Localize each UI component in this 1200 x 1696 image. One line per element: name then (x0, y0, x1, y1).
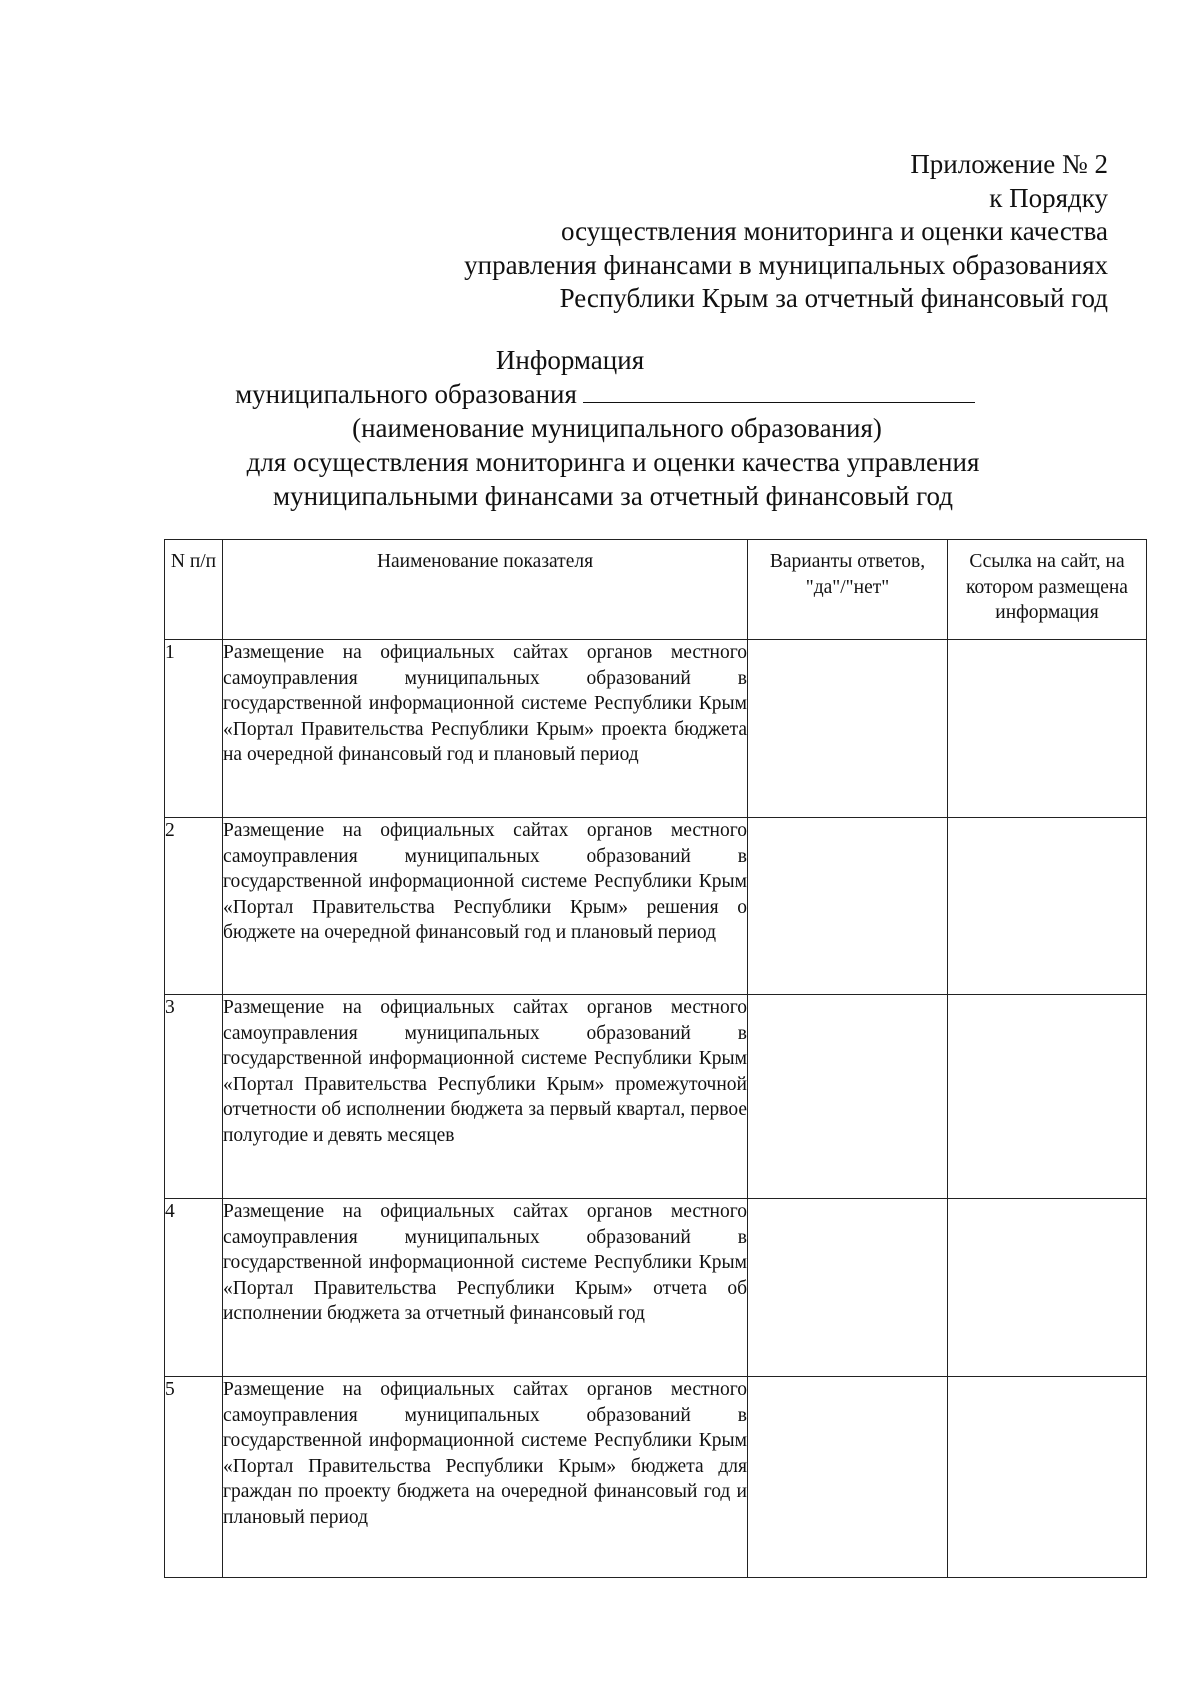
appendix-line-1: Приложение № 2 (910, 149, 1108, 179)
answer-cell[interactable] (748, 640, 948, 818)
purpose-line-1: для осуществления мониторинга и оценки качества управления (246, 447, 980, 477)
answer-cell[interactable] (748, 818, 948, 995)
header-num: N п/п (165, 540, 223, 640)
link-cell[interactable] (948, 818, 1147, 995)
row-number: 3 (165, 995, 223, 1199)
indicator-name: Размещение на официальных сайтах органов местного самоуправления муниципальных образований в государственной информационной системе Республики Крым «Портал Правительства Республики Крым» отчета об исполнении бюджета за отчетный финансовый год (223, 1199, 748, 1377)
row-number: 4 (165, 1199, 223, 1377)
purpose-line-2: муниципальными финансами за отчетный финансовый год (273, 481, 953, 511)
municipality-line (235, 378, 975, 411)
answer-cell[interactable] (748, 1377, 948, 1578)
appendix-line-3: осуществления мониторинга и оценки качества (561, 216, 1108, 246)
table-row (165, 1199, 1147, 1377)
header-link: Ссылка на сайт, на котором размещена информация (948, 540, 1147, 640)
indicator-name: Размещение на официальных сайтах органов местного самоуправления муниципальных образований в государственной информационной системе Республики Крым «Портал Правительства Республики Крым» промежуточной отчетности об исполнении бюджета за первый квартал, первое полугодие и девять месяцев (223, 995, 748, 1199)
link-cell[interactable] (948, 1199, 1147, 1377)
link-cell[interactable] (948, 640, 1147, 818)
link-cell[interactable] (948, 995, 1147, 1199)
appendix-block (464, 148, 1108, 316)
answer-cell[interactable] (748, 995, 948, 1199)
indicator-name: Размещение на официальных сайтах органов местного самоуправления муниципальных образований в государственной информационной системе Республики Крым «Портал Правительства Республики Крым» решения о бюджете на очередной финансовый год и плановый период (223, 818, 748, 995)
answer-cell[interactable] (748, 1199, 948, 1377)
table-row (165, 818, 1147, 995)
municipality-caption: (наименование муниципального образования) (352, 413, 882, 443)
indicators-table (164, 539, 1147, 1578)
municipality-label: муниципального образования (235, 379, 577, 409)
row-number: 2 (165, 818, 223, 995)
table-row (165, 1377, 1147, 1578)
appendix-line-5: Республики Крым за отчетный финансовый год (559, 283, 1108, 313)
header-answer: Варианты ответов, "да"/"нет" (748, 540, 948, 640)
table-header-row (165, 540, 1147, 640)
indicator-name: Размещение на официальных сайтах органов местного самоуправления муниципальных образований в государственной информационной системе Республики Крым «Портал Правительства Республики Крым» проекта бюджета на очередной финансовый год и плановый период (223, 640, 748, 818)
appendix-line-4: управления финансами в муниципальных образованиях (464, 249, 1108, 280)
municipality-blank-field[interactable] (583, 378, 975, 403)
row-number: 1 (165, 640, 223, 818)
document-title: Информация (495, 345, 645, 375)
table-row (165, 995, 1147, 1199)
indicator-name: Размещение на официальных сайтах органов местного самоуправления муниципальных образований в государственной информационной системе Республики Крым «Портал Правительства Республики Крым» бюджета для граждан по проекту бюджета на очередной финансовый год и плановый период (223, 1377, 748, 1578)
table-row (165, 640, 1147, 818)
header-name: Наименование показателя (223, 540, 748, 640)
appendix-line-2: к Порядку (989, 182, 1108, 213)
row-number: 5 (165, 1377, 223, 1578)
link-cell[interactable] (948, 1377, 1147, 1578)
